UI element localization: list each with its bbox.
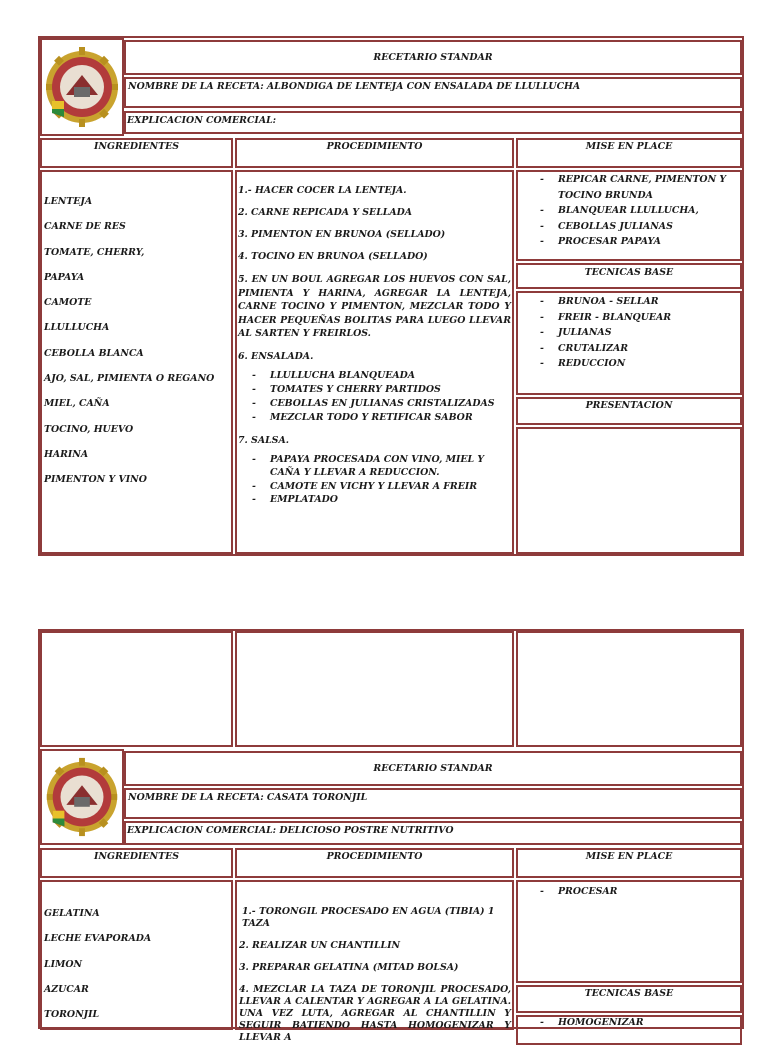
recipe-book-title: RECETARIO STANDAR bbox=[373, 51, 493, 63]
logo-box bbox=[40, 38, 124, 136]
techniques-list bbox=[526, 1017, 740, 1029]
commercial-explanation: EXPLICACION COMERCIAL: bbox=[127, 115, 277, 126]
presentation-cell bbox=[516, 427, 742, 554]
ingredient-item: TOCINO, HUEVO bbox=[44, 423, 134, 435]
technique-item: - JULIANAS bbox=[526, 325, 740, 341]
empty-cell-left bbox=[40, 631, 233, 747]
procedure-header-cell bbox=[235, 848, 514, 878]
ingredient-item: AZUCAR bbox=[44, 983, 89, 995]
recipe-name: NOMBRE DE LA RECETA: CASATA TORONJIL bbox=[128, 792, 368, 803]
mise-header: MISE EN PLACE bbox=[585, 141, 673, 152]
empty-cell-right bbox=[516, 631, 742, 747]
techniques-header: TECNICAS BASE bbox=[584, 267, 674, 278]
sauce-item: - CAMOTE EN VICHY Y LLEVAR A FREIR bbox=[238, 480, 511, 494]
ingredients-list bbox=[42, 882, 231, 1021]
ingredient-item: LENTEJA bbox=[44, 196, 93, 207]
logo-box bbox=[40, 749, 124, 845]
technique-item: - REDUCCION bbox=[526, 356, 740, 372]
procedure-header: PROCEDIMIENTO bbox=[326, 141, 423, 152]
mise-item: - BLANQUEAR LLULLUCHA, bbox=[526, 203, 740, 219]
technique-item: - BRUNOA - SELLAR bbox=[526, 294, 740, 310]
salad-item: - MEZCLAR TODO Y RETIFICAR SABOR bbox=[238, 411, 511, 425]
ingredient-item: HARINA bbox=[44, 448, 89, 460]
ingredient-item: PAPAYA bbox=[44, 271, 85, 283]
commercial-cell bbox=[124, 821, 742, 845]
ingredient-item: MIEL, CAÑA bbox=[44, 398, 110, 410]
mise-cell bbox=[516, 170, 742, 261]
recipe-name: NOMBRE DE LA RECETA: ALBONDIGA DE LENTEJA CON ENSALADA DE LLULLUCHA bbox=[128, 81, 581, 92]
commercial-explanation: EXPLICACION COMERCIAL: DELICIOSO POSTRE NUTRITIVO bbox=[127, 825, 454, 836]
procedure-step: 3. PREPARAR GELATINA (MITAD BOLSA) bbox=[239, 962, 459, 973]
mise-list bbox=[526, 882, 740, 900]
mise-list bbox=[526, 172, 740, 250]
empty-cell-middle bbox=[235, 631, 514, 747]
procedure-header-cell bbox=[235, 138, 514, 168]
technique-item: - HOMOGENIZAR bbox=[526, 1017, 740, 1029]
procedure-step: 1.- TORONGIL PROCESADO EN AGUA (TIBIA) 1 TAZA bbox=[242, 906, 495, 929]
recipe-book-title: RECETARIO STANDAR bbox=[373, 762, 493, 774]
institution-seal-icon bbox=[44, 43, 120, 131]
procedure-step: 4. TOCINO EN BRUNOA (SELLADO) bbox=[238, 251, 428, 262]
title-cell bbox=[124, 751, 742, 786]
techniques-cell bbox=[516, 291, 742, 395]
salad-item: - TOMATES Y CHERRY PARTIDOS bbox=[238, 383, 511, 397]
sauce-sublist bbox=[238, 453, 511, 507]
ingredient-item: LIMON bbox=[44, 958, 83, 970]
recipe-name-cell bbox=[124, 77, 742, 108]
procedure-step: 5. EN UN BOUL AGREGAR LOS HUEVOS CON SAL, PIMIENTA Y HARINA, AGREGAR LA LENTEJA, CARNE TOCINO Y PIMENTON, MEZCLAR TODO Y HACER PEQUEÑAS BOLITAS PARA LUEGO LLEVAR AL SARTEN Y FREIRLOS. bbox=[238, 274, 511, 339]
techniques-cell bbox=[516, 1015, 742, 1045]
ingredient-item: GELATINA bbox=[44, 908, 100, 919]
technique-item: - FREIR - BLANQUEAR bbox=[526, 310, 740, 326]
procedure-steps bbox=[237, 172, 512, 507]
ingredient-item: CEBOLLA BLANCA bbox=[44, 347, 144, 359]
mise-header-cell bbox=[516, 848, 742, 878]
recipe-name-cell bbox=[124, 788, 742, 819]
ingredients-header: INGREDIENTES bbox=[93, 851, 180, 862]
ingredient-item: CAMOTE bbox=[44, 297, 92, 309]
commercial-cell bbox=[124, 111, 742, 134]
ingredients-list bbox=[42, 172, 231, 486]
ingredients-header-cell bbox=[40, 848, 233, 878]
procedure-header: PROCEDIMIENTO bbox=[326, 851, 423, 862]
mise-item: - REPICAR CARNE, PIMENTON Y TOCINO BRUNDA bbox=[526, 172, 740, 203]
ingredients-header-cell bbox=[40, 138, 233, 168]
procedure-step: 3. PIMENTON EN BRUNOA (SELLADO) bbox=[238, 229, 446, 240]
mise-header-cell bbox=[516, 138, 742, 168]
ingredient-item: LLULLUCHA bbox=[44, 322, 110, 334]
procedure-step: 1.- HACER COCER LA LENTEJA. bbox=[238, 185, 407, 196]
ingredient-item: PIMENTON Y VINO bbox=[44, 474, 147, 486]
procedure-step: 7. SALSA. bbox=[238, 434, 289, 446]
salad-item: - CEBOLLAS EN JULIANAS CRISTALIZADAS bbox=[238, 397, 511, 411]
mise-header: MISE EN PLACE bbox=[585, 851, 673, 862]
procedure-step: 6. ENSALADA. bbox=[238, 350, 314, 362]
procedure-step: 2. CARNE REPICADA Y SELLADA bbox=[238, 207, 413, 218]
sauce-item: - EMPLATADO bbox=[238, 493, 511, 507]
institution-seal-icon bbox=[44, 754, 120, 840]
ingredients-cell bbox=[40, 170, 233, 554]
mise-item: - PROCESAR PAPAYA bbox=[526, 234, 740, 250]
techniques-list bbox=[526, 293, 740, 372]
ingredient-item: LECHE EVAPORADA bbox=[44, 933, 152, 945]
title-cell bbox=[124, 40, 742, 75]
salad-sublist bbox=[238, 369, 511, 425]
ingredient-item: AJO, SAL, PIMIENTA O REGANO bbox=[44, 373, 215, 385]
ingredients-header: INGREDIENTES bbox=[93, 141, 180, 152]
procedure-steps bbox=[237, 882, 512, 1044]
procedure-cell bbox=[235, 170, 514, 554]
ingredient-item: CARNE DE RES bbox=[44, 221, 126, 233]
techniques-header: TECNICAS BASE bbox=[584, 988, 674, 999]
salad-item: - LLULLUCHA BLANQUEADA bbox=[238, 369, 511, 383]
technique-item: - CRUTALIZAR bbox=[526, 341, 740, 357]
ingredient-item: TORONJIL bbox=[44, 1009, 100, 1021]
ingredients-cell bbox=[40, 880, 233, 1030]
presentation-header-cell bbox=[516, 397, 742, 425]
ingredient-item: TOMATE, CHERRY, bbox=[44, 246, 145, 258]
presentation-header: PRESENTACION bbox=[585, 400, 673, 411]
procedure-cell bbox=[235, 880, 514, 1043]
techniques-header-cell bbox=[516, 985, 742, 1013]
mise-item: - PROCESAR bbox=[526, 884, 740, 900]
mise-cell bbox=[516, 880, 742, 983]
techniques-header-cell bbox=[516, 263, 742, 289]
mise-item: - CEBOLLAS JULIANAS bbox=[526, 219, 740, 235]
sauce-item: - PAPAYA PROCESADA CON VINO, MIEL Y CAÑA Y LLEVAR A REDUCCION. bbox=[238, 453, 511, 480]
procedure-step: 2. REALIZAR UN CHANTILLIN bbox=[239, 940, 401, 951]
procedure-step: 4. MEZCLAR LA TAZA DE TORONJIL PROCESADO, LLEVAR A CALENTAR Y AGREGAR A LA GELATINA. UNA VEZ LUTA, AGREGAR AL CHANTILLIN Y SEGUIR BATIENDO HASTA HOMOGENIZAR Y LLEVAR A bbox=[239, 984, 511, 1043]
